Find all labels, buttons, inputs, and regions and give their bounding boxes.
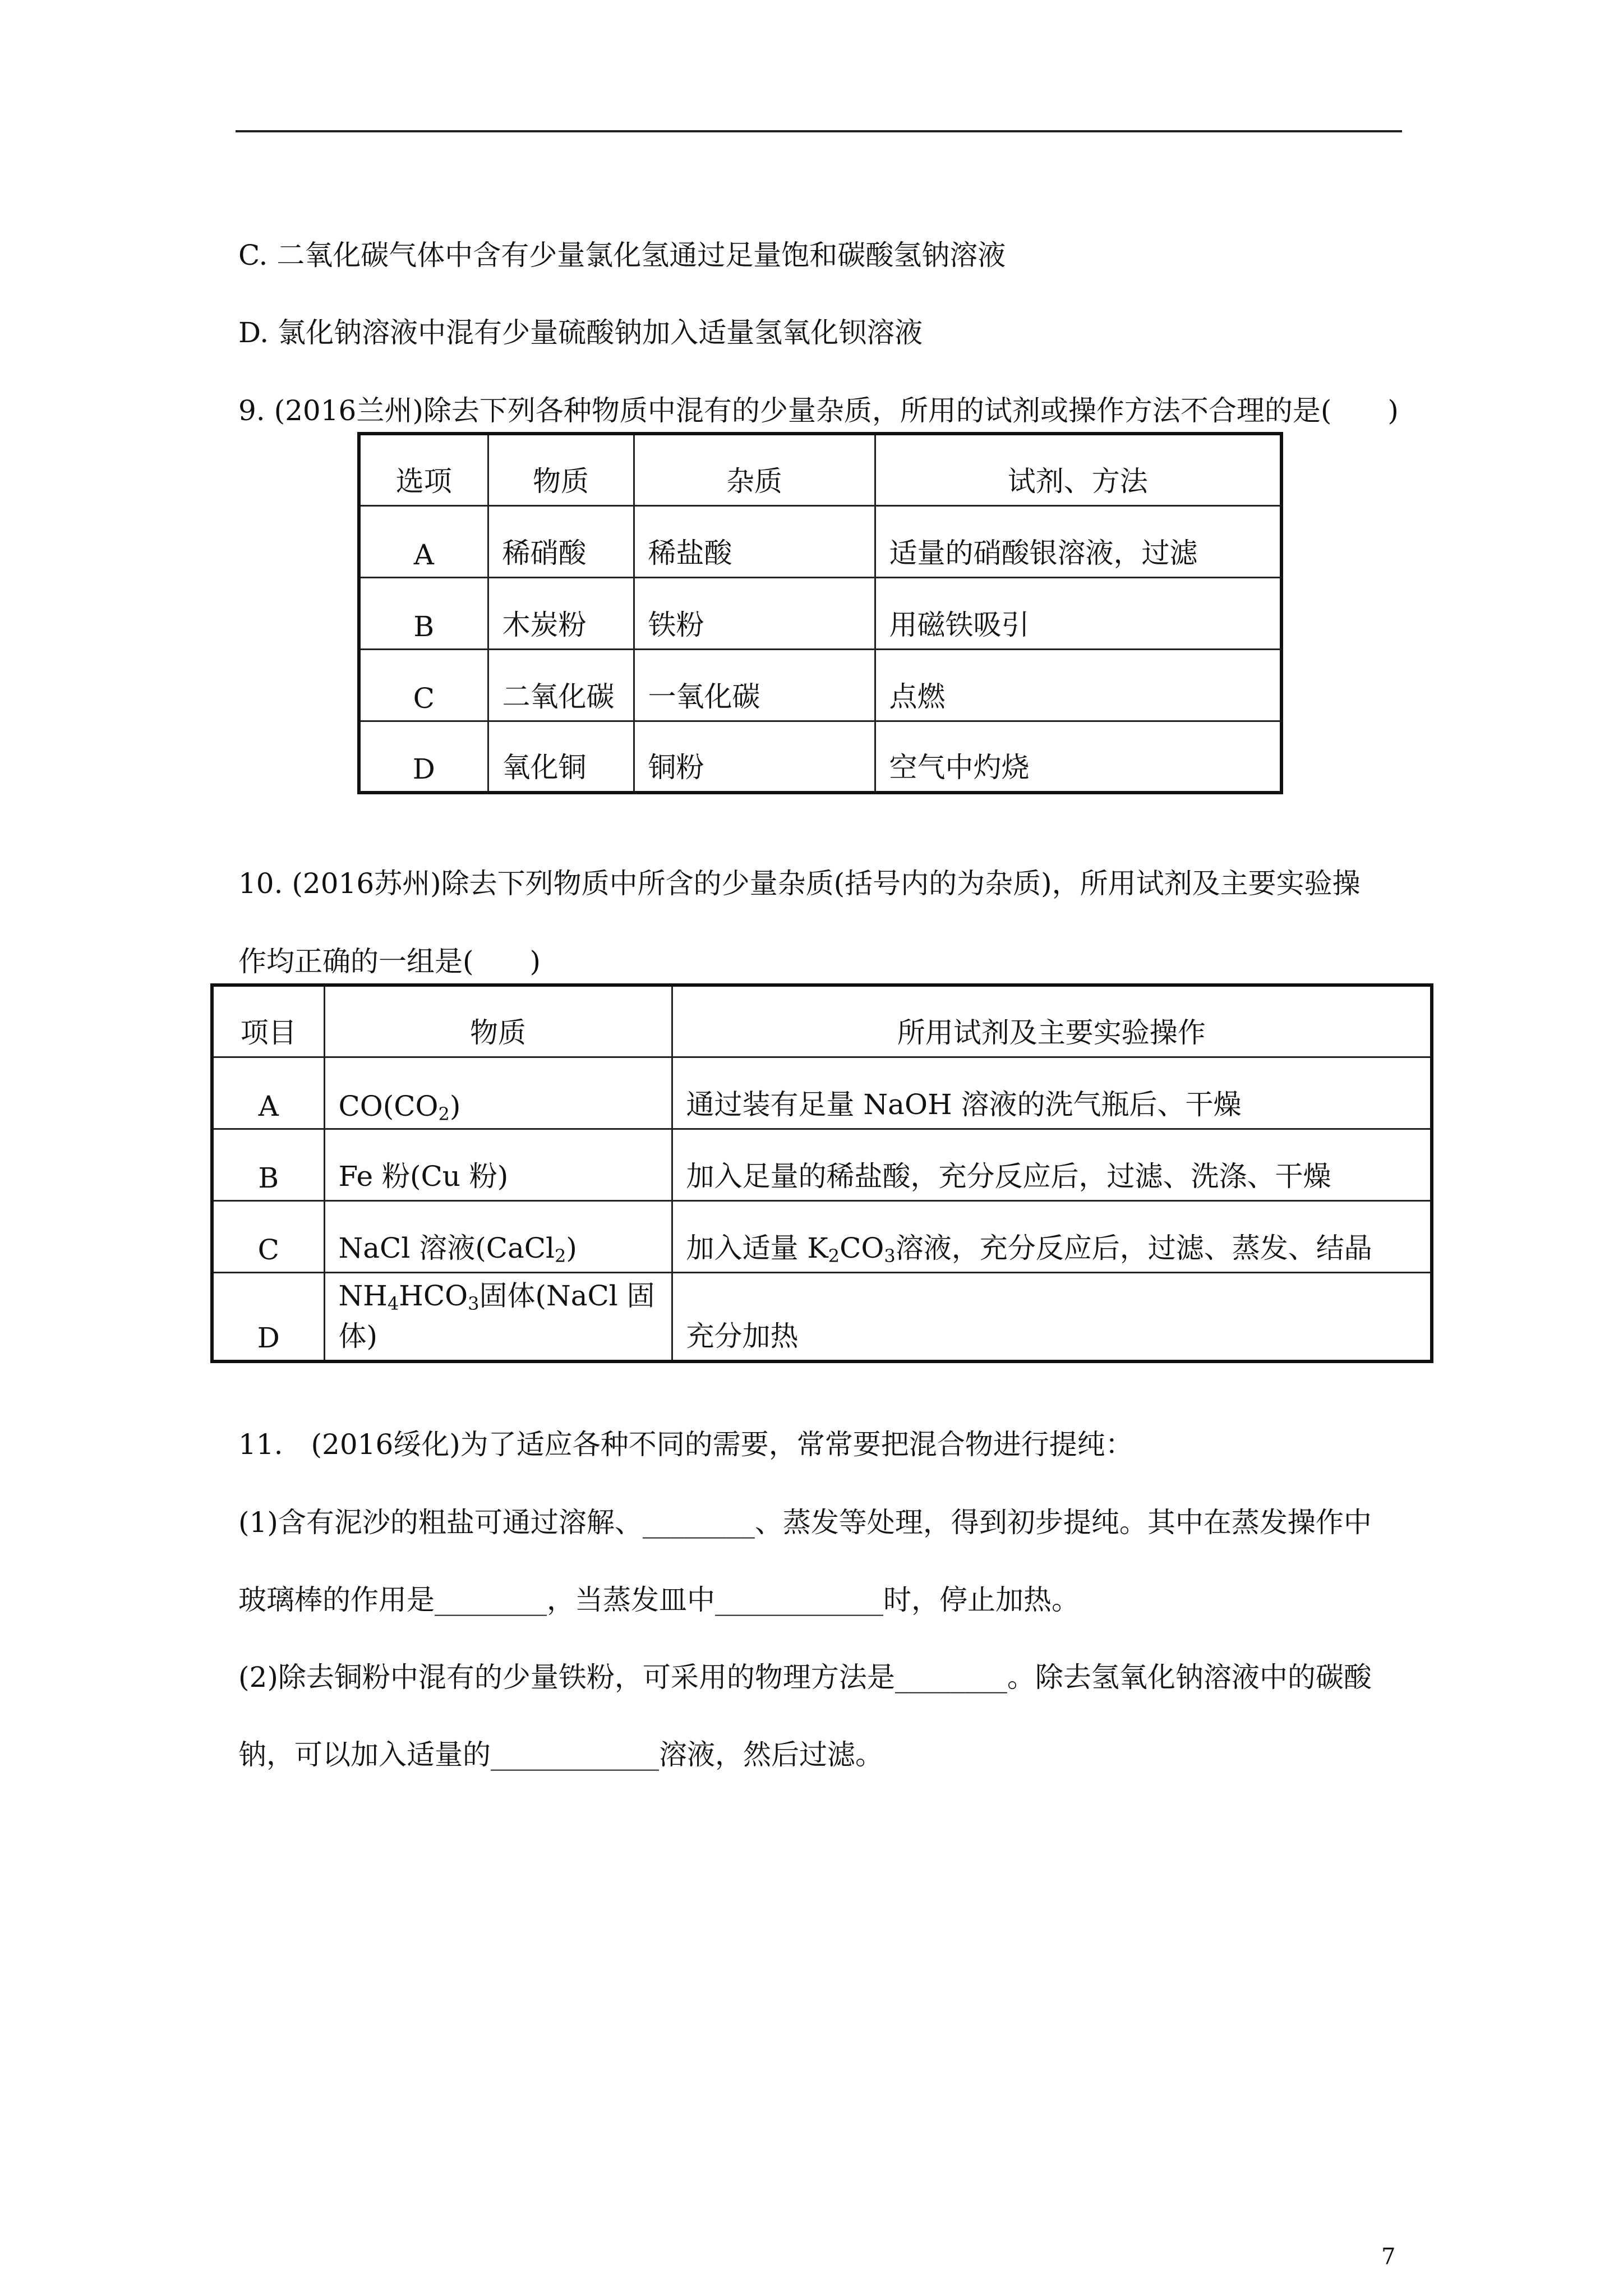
header-rule — [236, 130, 1402, 132]
table-cell: 铜粉 — [634, 721, 875, 793]
table-header-cell: 物质 — [324, 985, 672, 1057]
table-header-row — [359, 434, 1281, 505]
table-cell: 空气中灼烧 — [875, 721, 1281, 793]
table-cell: 木炭粉 — [488, 577, 634, 649]
table-cell: 稀盐酸 — [634, 505, 875, 577]
option-c: C. 二氧化碳气体中含有少量氯化氢通过足量饱和碳酸氢钠溶液 — [238, 239, 1006, 272]
table-cell: B — [359, 577, 488, 649]
page-number: 7 — [1381, 2244, 1396, 2270]
table-header-cell: 试剂、方法 — [875, 434, 1281, 505]
table-row — [359, 505, 1281, 577]
question-11-text: 11. (2016绥化)为了适应各种不同的需要，常常要把混合物进行提纯： — [238, 1428, 1133, 1461]
question-10-text-line2: 作均正确的一组是( ) — [238, 945, 541, 978]
table-cell: D — [359, 721, 488, 793]
question-9-text: 9. (2016兰州)除去下列各种物质中混有的少量杂质，所用的试剂或操作方法不合理的是( ) — [238, 394, 1399, 427]
question-11-part2-line2: 钠，可以加入适量的____________溶液，然后过滤。 — [238, 1738, 883, 1771]
table-cell: $NH_4HCO_3$固体(NaCl 固体) — [324, 1272, 672, 1361]
table-cell: C — [359, 649, 488, 721]
question-9-table — [357, 432, 1283, 794]
table-row — [359, 649, 1281, 721]
table-row — [212, 1200, 1432, 1272]
table-cell: $CO(CO_2)$ — [324, 1057, 672, 1129]
table-header-cell: 所用试剂及主要实验操作 — [672, 985, 1432, 1057]
table-row — [212, 1272, 1432, 1361]
question-11-part1-line1: (1)含有泥沙的粗盐可通过溶解、________、蒸发等处理，得到初步提纯。其中在蒸发操作中 — [238, 1506, 1372, 1539]
table-cell: C — [212, 1200, 324, 1272]
table-cell: B — [212, 1129, 324, 1200]
table-cell: 充分加热 — [672, 1272, 1432, 1361]
table-cell: NaCl 溶液(CaCl$_2$) — [324, 1200, 672, 1272]
question-11-part1-line2: 玻璃棒的作用是________，当蒸发皿中____________时，停止加热。 — [238, 1584, 1080, 1616]
question-10-text-line1: 10. (2016苏州)除去下列物质中所含的少量杂质(括号内的为杂质)，所用试剂及主要实验操 — [238, 867, 1361, 900]
table-cell: 铁粉 — [634, 577, 875, 649]
table-row — [359, 577, 1281, 649]
table-cell: 适量的硝酸银溶液，过滤 — [875, 505, 1281, 577]
table-header-cell: 选项 — [359, 434, 488, 505]
table-row — [212, 1129, 1432, 1200]
table-cell: D — [212, 1272, 324, 1361]
table-header-cell: 物质 — [488, 434, 634, 505]
table-cell: Fe 粉(Cu 粉) — [324, 1129, 672, 1200]
table-cell: A — [212, 1057, 324, 1129]
table-cell: 用磁铁吸引 — [875, 577, 1281, 649]
table-cell: 加入适量 $K_2CO_3$溶液，充分反应后，过滤、蒸发、结晶 — [672, 1200, 1432, 1272]
table-row — [212, 1057, 1432, 1129]
table-header-cell: 杂质 — [634, 434, 875, 505]
table-cell: 氧化铜 — [488, 721, 634, 793]
table-cell: 一氧化碳 — [634, 649, 875, 721]
table-row — [359, 721, 1281, 793]
table-cell: A — [359, 505, 488, 577]
table-cell: 加入足量的稀盐酸，充分反应后，过滤、洗涤、干燥 — [672, 1129, 1432, 1200]
table-cell: 点燃 — [875, 649, 1281, 721]
question-10-table — [210, 983, 1433, 1363]
table-cell: 通过装有足量 NaOH 溶液的洗气瓶后、干燥 — [672, 1057, 1432, 1129]
table-header-cell: 项目 — [212, 985, 324, 1057]
option-d: D. 氯化钠溶液中混有少量硫酸钠加入适量氢氧化钡溶液 — [238, 316, 923, 349]
table-cell: 稀硝酸 — [488, 505, 634, 577]
question-11-part2-line1: (2)除去铜粉中混有的少量铁粉，可采用的物理方法是________。除去氢氧化钠溶液中的碳酸 — [238, 1661, 1372, 1694]
table-cell: 二氧化碳 — [488, 649, 634, 721]
table-header-row — [212, 985, 1432, 1057]
